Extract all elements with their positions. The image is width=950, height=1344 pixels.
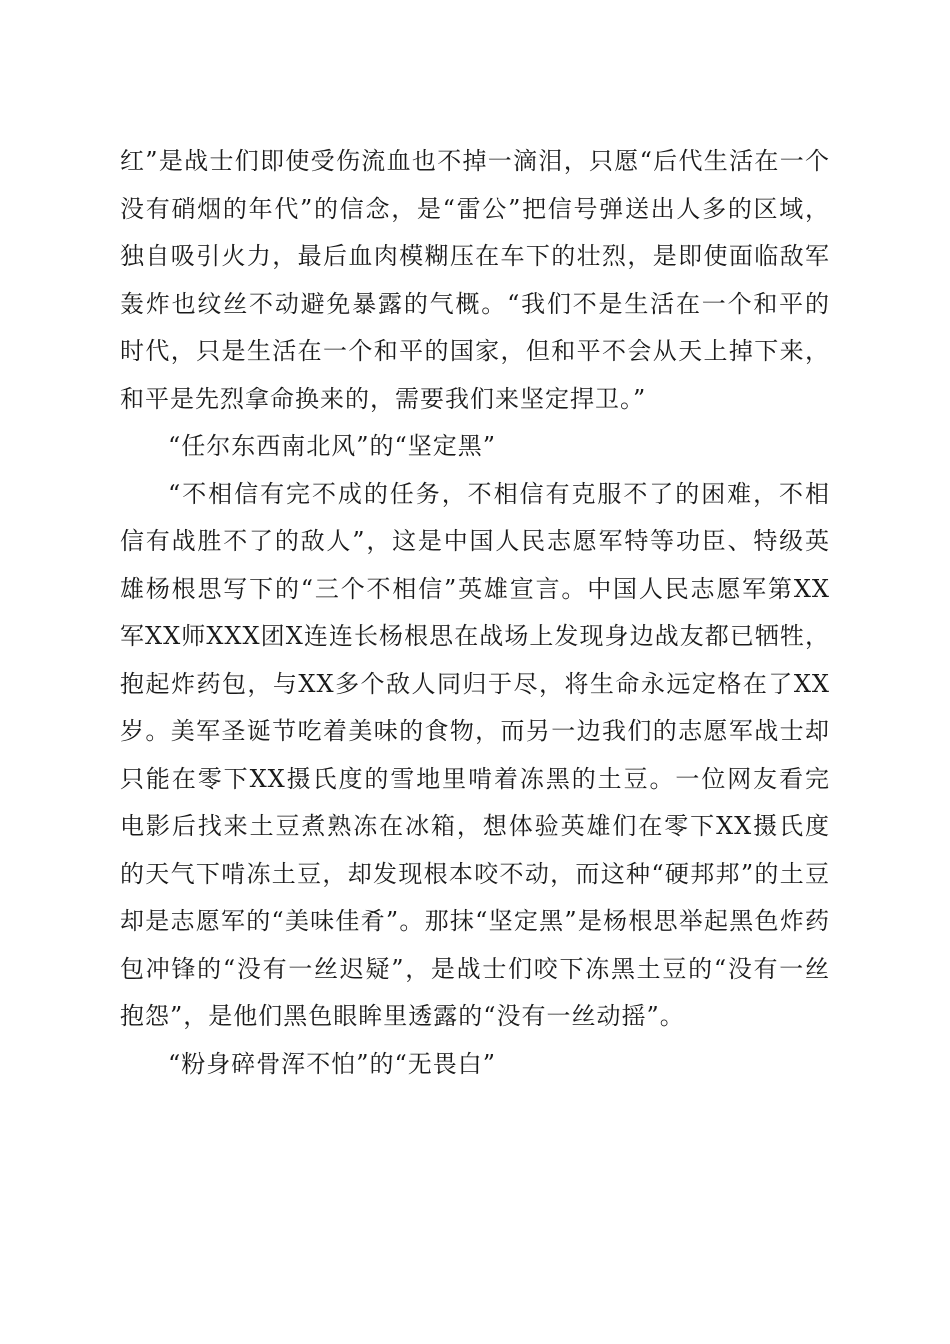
document-page bbox=[120, 138, 830, 1088]
body-paragraph-1: 红”是战士们即使受伤流血也不掉一滴泪，只愿“后代生活在一个没有硝烟的年代”的信念，是“雷公”把信号弹送出人多的区域，独自吸引火力，最后血肉模糊压在车下的壮烈，是即使面临敌军轰炸也纹丝不动避免暴露的气概。“我们不是生活在一个和平的时代，只是生活在一个和平的国家，但和平不会从天上掉下来，和平是先烈拿命换来的，需要我们来坚定捍卫。” bbox=[120, 147, 830, 413]
section-heading-1: “任尔东西南北风”的“坚定黑” bbox=[168, 432, 497, 460]
section-heading-2: “粉身碎骨浑不怕”的“无畏白” bbox=[168, 1049, 497, 1078]
body-paragraph-2: “不相信有完不成的任务，不相信有克服不了的困难，不相信有战胜不了的敌人”，这是中国人民志愿军特等功臣、特级英雄杨根思写下的“三个不相信”英雄宣言。中国人民志愿军第XX军XX师XXX团X连连长杨根思在战场上发现身边战友都已牺牲，抱起炸药包，与XX多个敌人同归于尽，将生命永远定格在了XX岁。美军圣诞节吃着美味的食物，而另一边我们的志愿军战士却只能在零下XX摄氏度的雪地里啃着冻黑的土豆。一位网友看完电影后找来土豆煮熟冻在冰箱，想体验英雄们在零下XX摄氏度的天气下啃冻土豆，却发现根本咬不动，而这种“硬邦邦”的土豆却是志愿军的“美味佳肴”。那抹“坚定黑”是杨根思举起黑色炸药包冲锋的“没有一丝迟疑”，是战士们咬下冻黑土豆的“没有一丝抱怨”，是他们黑色眼眸里透露的“没有一丝动摇”。 bbox=[120, 479, 830, 1030]
